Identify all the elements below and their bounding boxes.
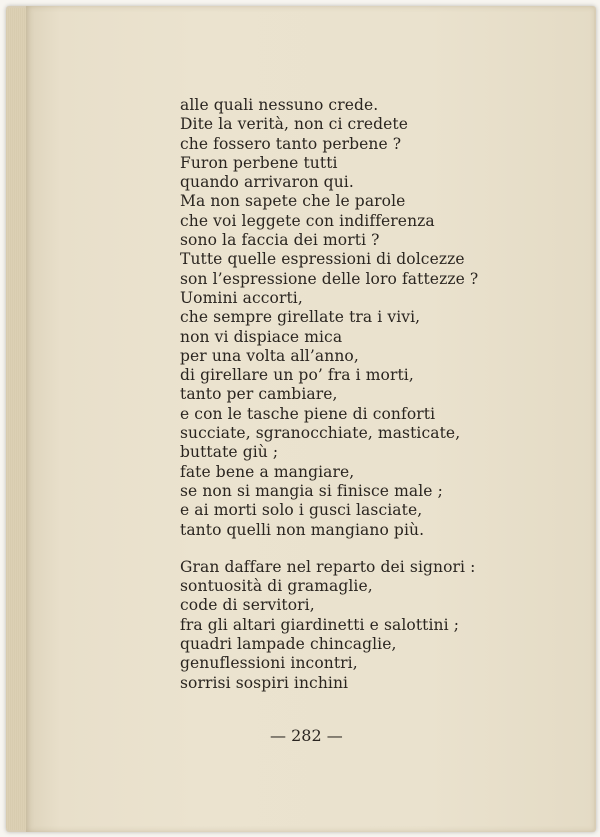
verse-line: alle quali nessuno crede.: [180, 96, 379, 114]
verse-line: tanto per cambiare,: [180, 385, 338, 404]
stanza-break: [180, 540, 560, 558]
verse-line: e ai morti solo i gusci lasciate,: [180, 501, 423, 520]
verse-line: Furon perbene tutti: [180, 153, 338, 172]
verse-line: Gran daffare nel reparto dei signori :: [180, 557, 476, 576]
verse-line: Tutte quelle espressioni di dolcezze: [180, 250, 465, 269]
verse-line: buttate giù ;: [180, 443, 279, 462]
verse-line: quando arrivaron qui.: [180, 173, 354, 192]
verse-line: sono la faccia dei morti ?: [180, 231, 380, 250]
stanza-1: [180, 96, 560, 540]
verse-line: tanto quelli non mangiano più.: [180, 520, 425, 539]
verse-line: son l’espressione delle loro fattezze ?: [180, 269, 479, 288]
verse-line: fate bene a mangiare,: [180, 462, 355, 481]
poem-text: [180, 96, 560, 693]
verse-line: fra gli altari giardinetti e salottini ;: [180, 615, 460, 634]
verse-line: se non si mangia si finisce male ;: [180, 481, 443, 500]
verse-line: succiate, sgranocchiate, masticate,: [180, 424, 461, 443]
verse-line: code di servitori,: [180, 596, 315, 615]
verse-line: Dite la verità, non ci credete: [180, 115, 409, 134]
page-stack-edge: [6, 8, 28, 830]
page-number: — 282 —: [270, 726, 343, 745]
verse-line: Uomini accorti,: [180, 288, 303, 307]
verse-line: quadri lampade chincaglie,: [180, 635, 397, 654]
verse-line: sontuosità di gramaglie,: [180, 577, 373, 596]
verse-line: genuflessioni incontri,: [180, 654, 358, 673]
verse-line: e con le tasche piene di conforti: [180, 404, 436, 423]
verse-line: per una volta all’anno,: [180, 346, 359, 365]
stanza-2: [180, 558, 560, 693]
verse-line: che sempre girellate tra i vivi,: [180, 308, 421, 327]
verse-line: che voi leggete con indifferenza: [180, 211, 435, 230]
verse-line: Ma non sapete che le parole: [180, 192, 406, 211]
verse-line: che fossero tanto perbene ?: [180, 134, 402, 153]
verse-line: sorrisi sospiri inchini: [180, 673, 349, 692]
verse-line: non vi dispiace mica: [180, 327, 343, 346]
verse-line: di girellare un po’ fra i morti,: [180, 366, 414, 385]
